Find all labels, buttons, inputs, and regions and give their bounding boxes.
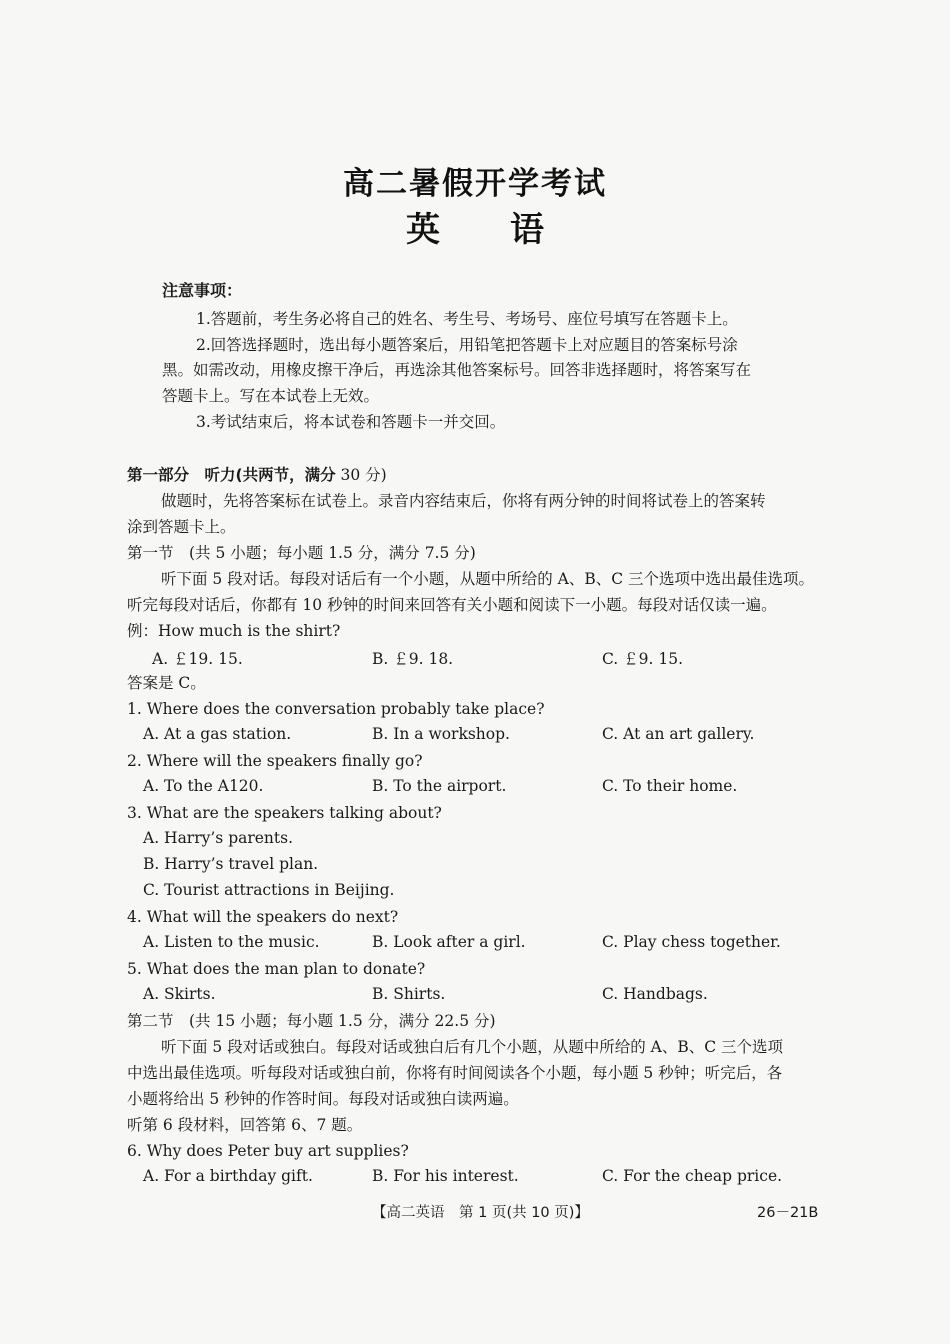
section1-instructions-line-2: 听完每段对话后，你都有 10 秒钟的时间来回答有关小题和阅读下一小题。每段对话仅读一遍。 (127, 596, 777, 614)
part1-heading-score: 30 分) (335, 466, 387, 484)
material-6-instruction: 听第 6 段材料，回答第 6、7 题。 (127, 1116, 363, 1134)
q1-option-b: B. In a workshop. (372, 725, 510, 743)
part1-intro-line-2: 涂到答题卡上。 (127, 518, 236, 536)
q3-option-b: B. Harry’s travel plan. (143, 855, 319, 873)
section2-instructions-line-1: 听下面 5 段对话或独白。每段对话或独白后有几个小题，从题中所给的 A、B、C 三个选项 (161, 1038, 784, 1056)
exam-title: 高二暑假开学考试 (343, 166, 607, 202)
notice-heading: 注意事项： (162, 281, 243, 300)
q5-option-c: C. Handbags. (602, 985, 708, 1003)
q4-option-c: C. Play chess together. (602, 933, 781, 951)
footer-code: 26－21B (757, 1205, 819, 1221)
example-option-a: A. ￡19. 15. (152, 650, 243, 668)
notice-item-3: 3.考试结束后，将本试卷和答题卡一并交回。 (196, 413, 506, 431)
part1-heading-bold: 第一部分 听力(共两节，满分 (127, 466, 336, 484)
section1-heading: 第一节 (共 5 小题；每小题 1.5 分，满分 7.5 分) (127, 544, 476, 562)
example-option-b: B. ￡9. 18. (372, 650, 454, 668)
footer-page-label: 【高二英语 第 1 页(共 10 页)】 (372, 1205, 589, 1221)
q6-option-a: A. For a birthday gift. (143, 1167, 313, 1185)
part1-heading (127, 465, 387, 485)
notice-item-1: 1.答题前，考生务必将自己的姓名、考生号、考场号、座位号填写在答题卡上。 (196, 310, 738, 328)
question-1: 1. Where does the conversation probably take place? (127, 700, 545, 718)
section2-heading: 第二节 (共 15 小题；每小题 1.5 分，满分 22.5 分) (127, 1012, 496, 1030)
q6-option-b: B. For his interest. (372, 1167, 519, 1185)
q5-option-a: A. Skirts. (143, 985, 216, 1003)
q4-option-b: B. Look after a girl. (372, 933, 526, 951)
example-question: 例：How much is the shirt? (127, 622, 341, 640)
example-option-c: C. ￡9. 15. (602, 650, 684, 668)
q3-option-a: A. Harry’s parents. (143, 829, 294, 847)
q1-option-a: A. At a gas station. (143, 725, 292, 743)
question-2: 2. Where will the speakers finally go? (127, 752, 423, 770)
notice-item-2-line-2: 黑。如需改动，用橡皮擦干净后，再选涂其他答案标号。回答非选择题时，将答案写在 (162, 361, 752, 379)
q2-option-b: B. To the airport. (372, 777, 507, 795)
q1-option-c: C. At an art gallery. (602, 725, 755, 743)
q4-option-a: A. Listen to the music. (143, 933, 320, 951)
question-5: 5. What does the man plan to donate? (127, 960, 426, 978)
q3-option-c: C. Tourist attractions in Beijing. (143, 881, 395, 899)
q2-option-a: A. To the A120. (143, 777, 264, 795)
notice-item-2-line-3: 答题卡上。写在本试卷上无效。 (162, 387, 380, 405)
part1-intro-line-1: 做题时，先将答案标在试卷上。录音内容结束后，你将有两分钟的时间将试卷上的答案转 (161, 492, 766, 510)
question-6: 6. Why does Peter buy art supplies? (127, 1142, 409, 1160)
section2-instructions-line-2: 中选出最佳选项。听每段对话或独白前，你将有时间阅读各个小题，每小题 5 秒钟；听完后，各 (127, 1064, 783, 1082)
section1-instructions-line-1: 听下面 5 段对话。每段对话后有一个小题，从题中所给的 A、B、C 三个选项中选出最佳选项。 (161, 570, 815, 588)
section2-instructions-line-3: 小题将给出 5 秒钟的作答时间。每段对话或独白读两遍。 (127, 1090, 519, 1108)
q5-option-b: B. Shirts. (372, 985, 446, 1003)
q2-option-c: C. To their home. (602, 777, 738, 795)
example-answer: 答案是 C。 (127, 674, 206, 692)
subject-title: 英语 (406, 210, 614, 250)
question-4: 4. What will the speakers do next? (127, 908, 399, 926)
question-3: 3. What are the speakers talking about? (127, 804, 442, 822)
q6-option-c: C. For the cheap price. (602, 1167, 783, 1185)
notice-item-2-line-1: 2.回答选择题时，选出每小题答案后，用铅笔把答题卡上对应题目的答案标号涂 (196, 336, 738, 354)
